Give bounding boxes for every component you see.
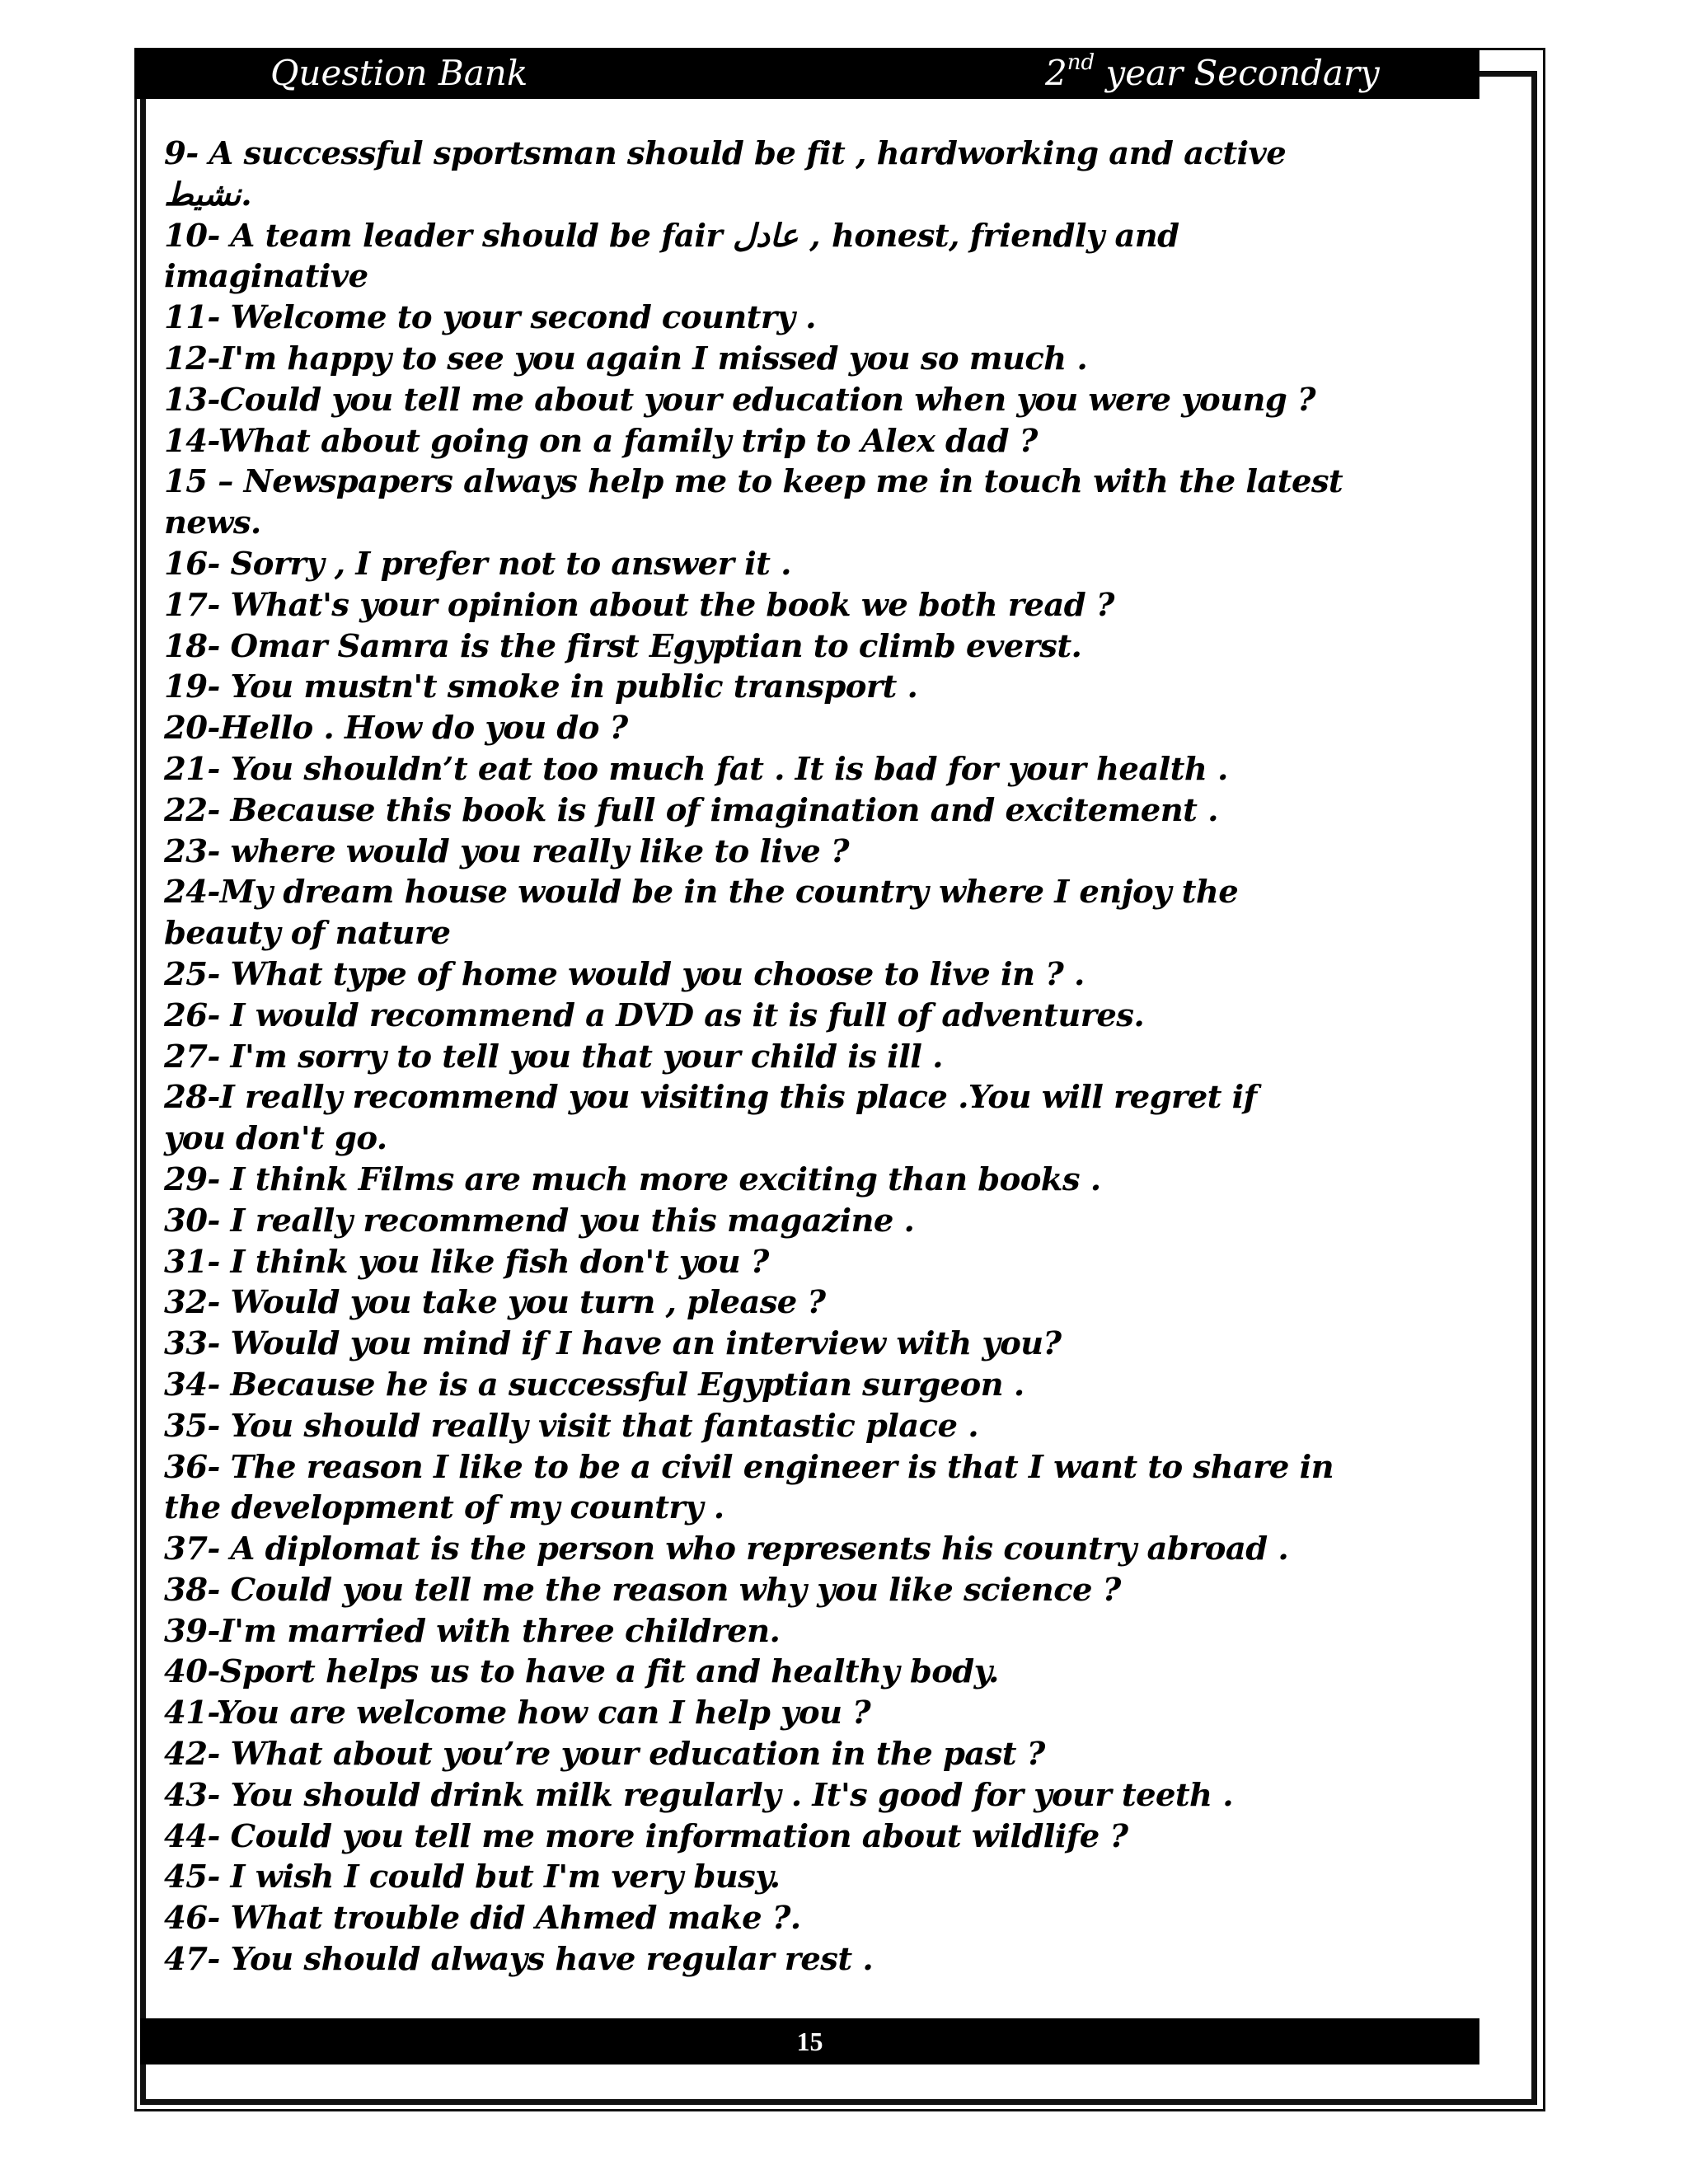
- text-line: news.: [164, 504, 261, 542]
- text-line: 22- Because this book is full of imagination and excitement .: [164, 791, 1218, 829]
- text-line: 34- Because he is a successful Egyptian surgeon .: [164, 1366, 1025, 1404]
- text-line: 31- I think you like fish don't you ?: [164, 1243, 769, 1281]
- text-line: 33- Would you mind if I have an interview with you?: [164, 1325, 1062, 1363]
- text-line: 40-Sport helps us to have a fit and healthy body.: [164, 1653, 999, 1691]
- text-line: 32- Would you take you turn , please ?: [164, 1284, 826, 1322]
- text-line: 19- You mustn't smoke in public transport .: [164, 668, 918, 706]
- text-line: 38- Could you tell me the reason why you like science ?: [164, 1571, 1121, 1609]
- text-line: 47- You should always have regular rest .: [164, 1941, 874, 1979]
- text-line: 13-Could you tell me about your education when you were young ?: [164, 381, 1315, 419]
- text-line: 11- Welcome to your second country .: [164, 299, 816, 337]
- page-number: 15: [796, 2027, 823, 2056]
- text-line: imaginative: [164, 258, 368, 296]
- header-grade-number: 2: [1045, 53, 1067, 93]
- text-line: the development of my country .: [164, 1489, 724, 1527]
- text-line: 10- A team leader should be fair عادل , honest, friendly and: [164, 217, 1179, 255]
- text-line: 9- A successful sportsman should be fit , hardworking and active: [164, 135, 1287, 172]
- text-line: 15 – Newspapers always help me to keep me in touch with the latest: [164, 463, 1343, 501]
- question-list: [164, 134, 1450, 1980]
- text-line: 18- Omar Samra is the first Egyptian to climb everst.: [164, 627, 1082, 665]
- text-line: 44- Could you tell me more information about wildlife ?: [164, 1817, 1128, 1855]
- text-line: 29- I think Films are much more exciting than books .: [164, 1160, 1101, 1198]
- text-line: 35- You should really visit that fantastic place .: [164, 1407, 978, 1445]
- header-bar: [134, 48, 1479, 99]
- footer-bar: [140, 2018, 1479, 2064]
- text-line: 28-I really recommend you visiting this place .You will regret if: [164, 1079, 1257, 1117]
- text-line: 36- The reason I like to be a civil engineer is that I want to share in: [164, 1448, 1334, 1486]
- text-line: 37- A diplomat is the person who represents his country abroad .: [164, 1530, 1289, 1568]
- text-line: 41-You are welcome how can I help you ?: [164, 1694, 871, 1732]
- header-title: Question Bank: [270, 53, 528, 93]
- header-grade: [1045, 50, 1380, 94]
- text-line: you don't go.: [164, 1120, 387, 1158]
- text-line: 21- You shouldn’t eat too much fat . It is bad for your health .: [164, 750, 1228, 788]
- text-line: beauty of nature: [164, 915, 451, 953]
- text-line: 23- where would you really like to live ?: [164, 832, 849, 870]
- text-line: 27- I'm sorry to tell you that your child is ill .: [164, 1038, 943, 1076]
- header-grade-suffix: nd: [1067, 50, 1095, 75]
- text-line: 14-What about going on a family trip to Alex dad ?: [164, 422, 1038, 460]
- text-line: 17- What's your opinion about the book we both read ?: [164, 586, 1114, 624]
- header-grade-rest: year Secondary: [1095, 53, 1380, 93]
- text-line: 30- I really recommend you this magazine .: [164, 1202, 915, 1240]
- text-line: 43- You should drink milk regularly . It's good for your teeth .: [164, 1776, 1234, 1814]
- text-line: 20-Hello . How do you do ?: [164, 710, 628, 748]
- text-line: 45- I wish I could but I'm very busy.: [164, 1858, 781, 1896]
- text-line: 25- What type of home would you choose to live in ? .: [164, 955, 1085, 993]
- text-line: 12-I'm happy to see you again I missed you so much .: [164, 340, 1088, 377]
- text-line: 46- What trouble did Ahmed make ?.: [164, 1900, 801, 1938]
- text-line: 42- What about you’re your education in the past ?: [164, 1736, 1045, 1774]
- text-line: 16- Sorry , I prefer not to answer it .: [164, 545, 791, 583]
- text-line: 24-My dream house would be in the country where I enjoy the: [164, 874, 1239, 912]
- text-line: نشيط.: [164, 176, 252, 213]
- text-line: 26- I would recommend a DVD as it is full of adventures.: [164, 996, 1145, 1034]
- text-line: 39-I'm married with three children.: [164, 1612, 781, 1650]
